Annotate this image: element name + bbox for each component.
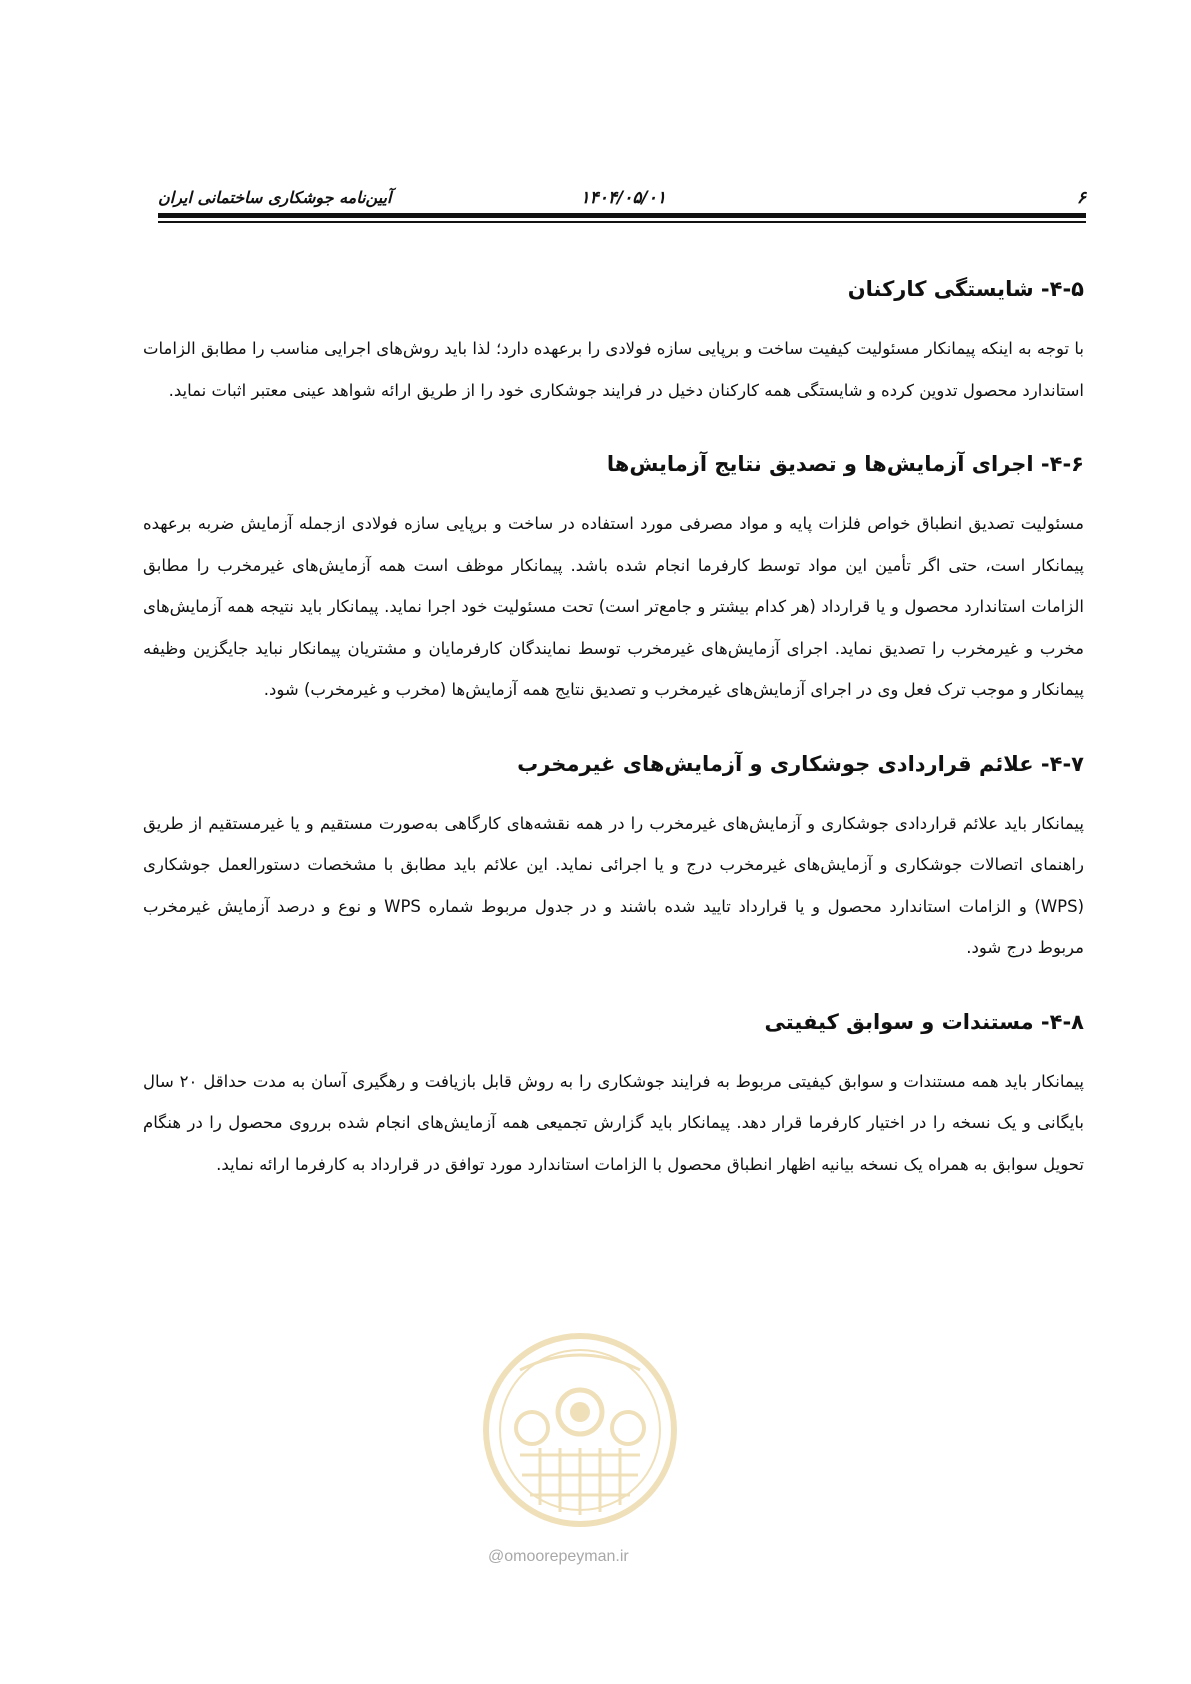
page-number: ۶	[1076, 188, 1086, 208]
header-rule-thick	[158, 213, 1086, 218]
watermark-url: @omoorepeyman.ir	[488, 1548, 629, 1565]
section-paragraph: مسئولیت تصدیق انطباق خواص فلزات پایه و مواد مصرفی مورد استفاده در ساخت و برپایی سازه فولادی ازجمله آزمایش ضربه برعهده پیمانکار است، حتی اگر تأمین این مواد توسط کارفرما انجام شده باشد. پیمانکار موظف است همه آزمایش‌های غیرمخرب را مطابق الزامات استاندارد محصول و یا قرارداد (هر کدام بیشتر و جامع‌تر است) تحت مسئولیت خود اجرا نماید. پیمانکار باید نتیجه همه آزمایش‌های مخرب و غیرمخرب را تصدیق نماید. اجرای آزمایش‌های غیرمخرب توسط نمایندگان کارفرمایان و مشتریان پیمانکار نباید جایگزین وظیفه پیمانکار و موجب ترک فعل وی در اجرای آزمایش‌های غیرمخرب و تصدیق نتایج همه آزمایش‌ها (مخرب و غیرمخرب) شود.	[143, 514, 1084, 699]
section-heading: ۴-۷- علائم قراردادی جوشکاری و آزمایش‌های غیرمخرب	[517, 751, 1084, 776]
section-paragraph: پیمانکار باید همه مستندات و سوابق کیفیتی مربوط به فرایند جوشکاری را به روش قابل بازیافت و رهگیری آسان به مدت حداقل ۲۰ سال بایگانی و یک نسخه را در اختیار کارفرما قرار دهد. پیمانکار باید گزارش تجمیعی همه آزمایش‌های انجام شده برروی محصول را در هنگام تحویل سوابق به همراه یک نسخه بیانیه اظهار انطباق محصول با الزامات استاندارد مورد توافق در قرارداد به کارفرما ارائه نماید.	[143, 1071, 1084, 1174]
seal-logo-icon	[480, 1330, 680, 1530]
main-content	[143, 272, 1084, 1221]
page-header	[158, 186, 1086, 216]
section-staff-competence	[143, 272, 1084, 411]
header-date: ۱۴۰۴/۰۵/۰۱	[580, 188, 666, 208]
header-title: آیین‌نامه جوشکاری ساختمانی ایران	[158, 188, 392, 207]
section-heading: ۴-۵- شایستگی کارکنان	[847, 277, 1084, 301]
section-heading: ۴-۸- مستندات و سوابق کیفیتی	[764, 1009, 1084, 1034]
section-paragraph: با توجه به اینکه پیمانکار مسئولیت کیفیت ساخت و برپایی سازه فولادی را برعهده دارد؛ لذا باید روش‌های اجرایی مناسب را مطابق الزامات استاندارد محصول تدوین کرده و شایستگی همه کارکنان دخیل در فرایند جوشکاری خود را از طریق ارائه شواهد عینی معتبر اثبات نماید.	[143, 339, 1084, 400]
section-quality-records	[143, 1005, 1084, 1186]
section-heading: ۴-۶- اجرای آزمایش‌ها و تصدیق نتایج آزمایش‌ها	[606, 452, 1084, 476]
header-rule-thin	[158, 221, 1086, 223]
section-tests-verification	[143, 447, 1084, 711]
section-paragraph: پیمانکار باید علائم قراردادی جوشکاری و آزمایش‌های غیرمخرب را در همه نقشه‌های کارگاهی به‌صورت مستقیم و یا غیرمستقیم از طریق راهنمای اتصالات جوشکاری و آزمایش‌های غیرمخرب درج و یا اجرائی نماید. این علائم باید مطابق با مشخصات دستورالعمل جوشکاری (WPS) و الزامات استاندارد محصول و یا قرارداد تایید شده باشند و در جدول مربوط شماره WPS و نوع و درصد آزمایش غیرمخرب مربوط درج شود.	[143, 813, 1084, 957]
section-welding-symbols	[143, 747, 1084, 969]
